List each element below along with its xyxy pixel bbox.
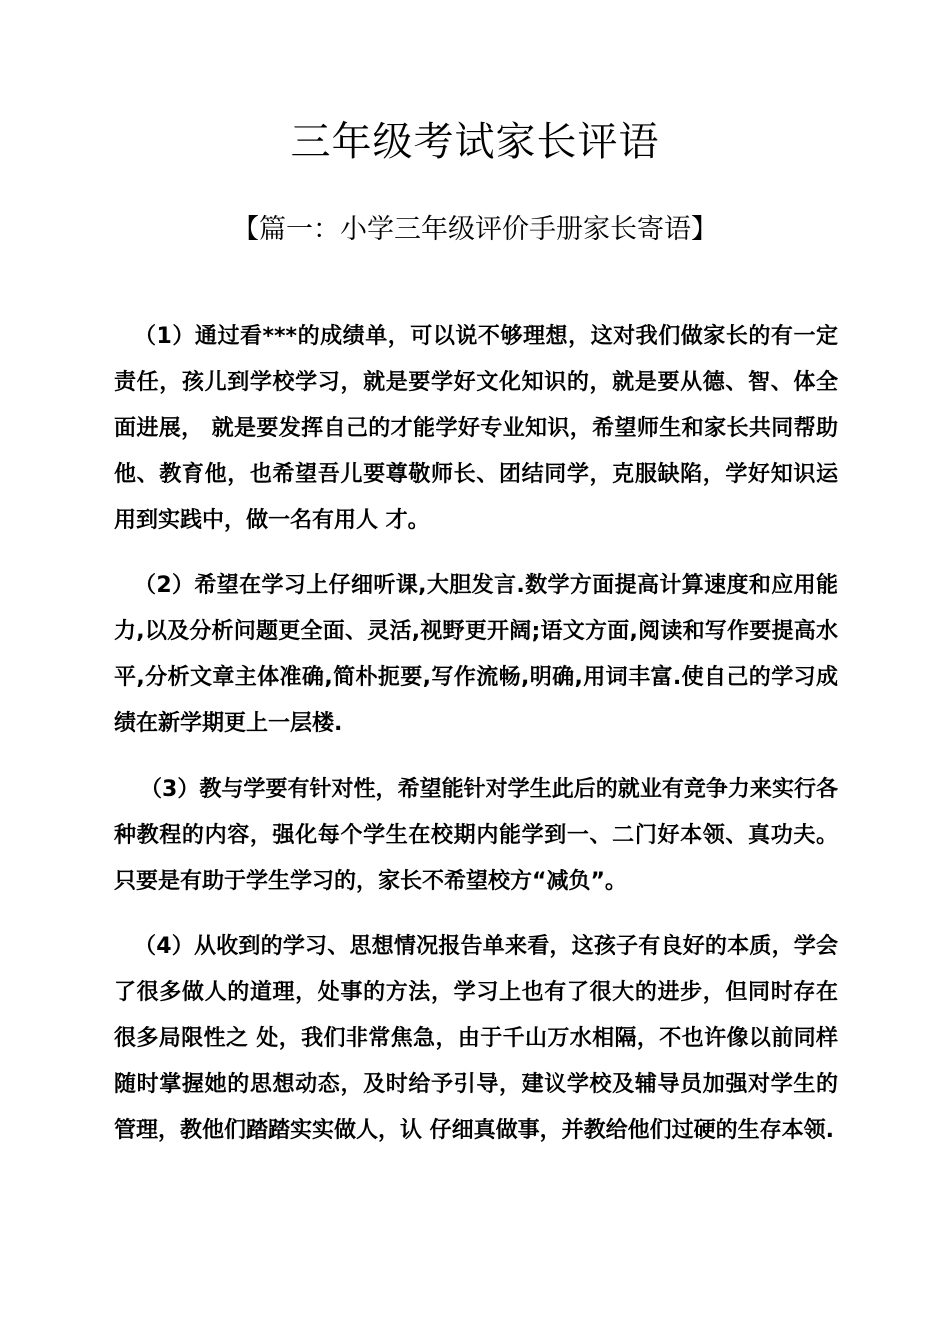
paragraph-1: （1）通过看***的成绩单，可以说不够理想，这对我们做家长的有一定责任，孩儿到学校学习，就是要学好文化知识的，就是要从德、智、体全面进展， 就是要发挥自己的才能学好专业知识，希望师生和家长共同帮助他、教育他，也希望吾儿要尊敬师长、团结同学，克服缺陷，学好知识运用到实践中，做一名有用人 才。 — [114, 324, 838, 533]
paragraph-4: （4）从收到的学习、思想情况报告单来看，这孩子有良好的本质，学会了很多做人的道理，处事的方法，学习上也有了很大的进步，但同时存在很多局限性之 处，我们非常焦急，由于千山万水相隔，不也许像以前同样随时掌握她的思想动态，及时给予引导，建议学校及辅导员加强对学生的管理，教他们踏踏实实做人，认 仔细真做事，并教给他们过硬的生存本领. — [114, 934, 838, 1143]
paragraph-3: （3）教与学要有针对性，希望能针对学生此后的就业有竞争力来实行各种教程的内容，强化每个学生在校期内能学到一、二门好本领、真功夫。只要是有助于学生学习的，家长不希望校方“减负”。 — [114, 777, 838, 894]
document-title: 三年级考试家长评语 — [290, 119, 660, 165]
paragraph-2: （2）希望在学习上仔细听课,大胆发言.数学方面提高计算速度和应用能力,以及分析问题更全面、灵活,视野更开阔;语文方面,阅读和写作要提高水平,分析文章主体准确,简朴扼要,写作流畅,明确,用词丰富.使自己的学习成绩在新学期更上一层楼. — [114, 573, 838, 736]
document-subtitle: 【篇一：小学三年级评价手册家长寄语】 — [232, 214, 718, 245]
